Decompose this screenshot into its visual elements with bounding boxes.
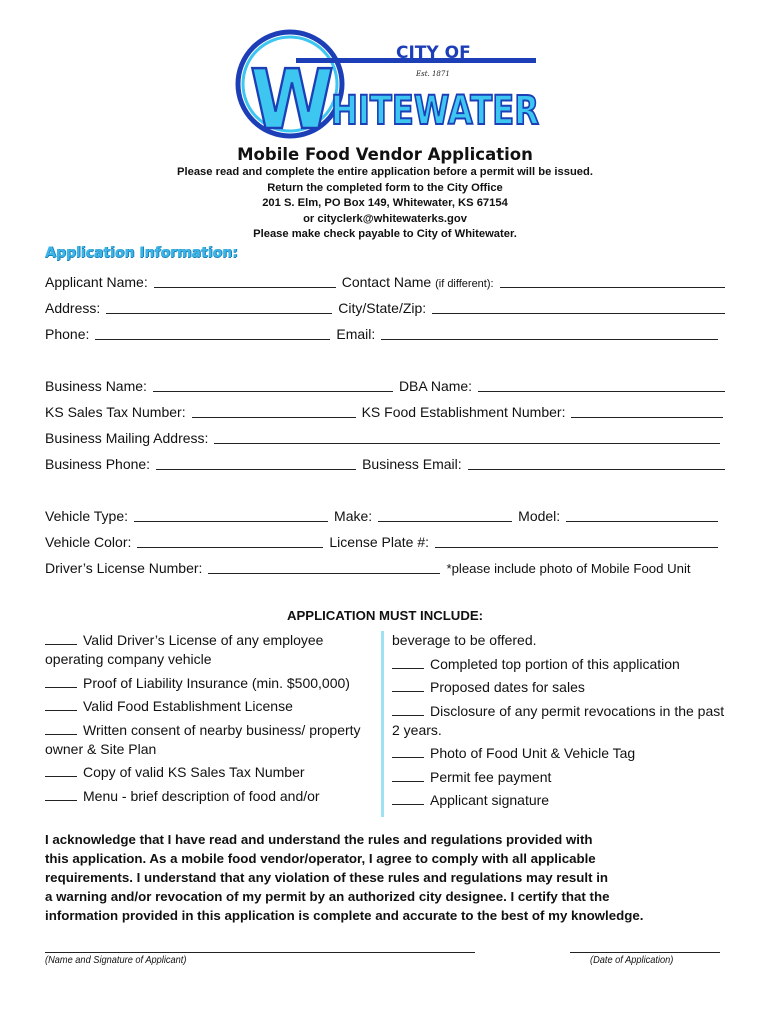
acknowledgement-line: a warning and/or revocation of my permit by an authorized city designee. I certify that the xyxy=(45,889,610,904)
checklist-item xyxy=(392,655,732,674)
check-blank[interactable] xyxy=(45,787,77,801)
make-field[interactable] xyxy=(378,506,512,522)
checklist-item xyxy=(392,768,732,787)
checklist-item xyxy=(392,678,732,697)
business-mailing-field[interactable] xyxy=(214,428,720,444)
checklist-item xyxy=(45,631,380,669)
instruction-line: Return the completed form to the City Office xyxy=(267,181,503,194)
acknowledgement-line: requirements. I understand that any violation of these rules and regulations may result in xyxy=(45,870,609,885)
business-name-row xyxy=(45,374,725,394)
ks-sales-tax-label: KS Sales Tax Number: xyxy=(45,404,186,420)
checklist-item-text: Photo of Food Unit & Vehicle Tag xyxy=(430,745,636,761)
logo-city-of: CITY OF xyxy=(396,43,471,63)
applicant-name-field[interactable] xyxy=(154,272,336,288)
checklist-item-text: Valid Driver’s License of any employee operating company vehicle xyxy=(45,632,324,667)
checklist-heading: APPLICATION MUST INCLUDE: xyxy=(286,608,484,623)
logo-w: W xyxy=(250,53,334,148)
logo-est: Est. 1871 xyxy=(416,70,450,78)
checklist-item-text: Proposed dates for sales xyxy=(430,679,585,695)
contact-name-note: (if different): xyxy=(435,278,494,290)
business-email-field[interactable] xyxy=(468,454,725,470)
city-logo xyxy=(236,28,546,148)
dba-name-field[interactable] xyxy=(478,376,725,392)
instruction-line: or cityclerk@whitewaterks.gov xyxy=(303,212,467,225)
checklist-left-column xyxy=(45,631,380,810)
make-label: Make: xyxy=(334,508,373,524)
checklist-item xyxy=(45,721,380,759)
acknowledgement-line: this application. As a mobile food vendor/operator, I agree to comply with all applicable xyxy=(45,851,596,866)
city-state-zip-field[interactable] xyxy=(432,298,725,314)
address-label: Address: xyxy=(45,300,101,316)
checklist-divider xyxy=(381,631,384,817)
vehicle-color-row xyxy=(45,530,718,550)
checklist-right-column xyxy=(392,631,732,815)
form-title: Mobile Food Vendor Application xyxy=(237,145,533,164)
checklist-item xyxy=(392,791,732,810)
email-field[interactable] xyxy=(381,324,718,340)
address-row xyxy=(45,296,725,316)
check-blank[interactable] xyxy=(45,721,77,735)
applicant-row xyxy=(45,270,725,290)
photo-note: *please include photo of Mobile Food Unit xyxy=(446,561,691,576)
acknowledgement-line: I acknowledge that I have read and understand the rules and regulations provided with xyxy=(45,832,593,847)
checklist-item-text: Written consent of nearby business/ property owner & Site Plan xyxy=(45,721,361,757)
checklist-item-text: Proof of Liability Insurance (min. $500,000) xyxy=(83,674,350,691)
checklist-item xyxy=(392,702,732,740)
date-line[interactable] xyxy=(570,952,720,953)
license-plate-field[interactable] xyxy=(435,532,718,548)
check-blank[interactable] xyxy=(45,674,77,688)
model-label: Model: xyxy=(518,508,561,524)
check-blank[interactable] xyxy=(392,768,424,782)
license-plate-label: License Plate #: xyxy=(329,534,430,550)
signature-line[interactable] xyxy=(45,952,475,953)
checklist-item-text: Applicant signature xyxy=(430,792,550,808)
checklist-item-text: Menu - brief description of food and/or xyxy=(83,787,320,804)
business-name-label: Business Name: xyxy=(45,378,147,394)
email-label: Email: xyxy=(336,326,376,342)
check-blank[interactable] xyxy=(392,702,424,716)
vehicle-color-field[interactable] xyxy=(137,532,323,548)
drivers-license-row xyxy=(45,556,720,576)
signature-caption: (Name and Signature of Applicant) xyxy=(45,954,187,966)
business-email-label: Business Email: xyxy=(362,456,462,472)
business-mailing-label: Business Mailing Address: xyxy=(45,430,209,446)
ks-food-est-field[interactable] xyxy=(571,402,723,418)
drivers-license-field[interactable] xyxy=(208,558,440,574)
section-heading: Application Information: xyxy=(45,245,238,261)
checklist-item xyxy=(45,697,380,716)
checklist-item xyxy=(45,787,380,806)
check-blank[interactable] xyxy=(45,697,77,711)
business-name-field[interactable] xyxy=(153,376,393,392)
contact-name-label: Contact Name (if different): xyxy=(341,274,494,290)
mailing-row xyxy=(45,426,720,446)
checklist-item xyxy=(392,744,732,763)
checklist-item-text: Permit fee payment xyxy=(430,768,552,785)
checklist-item-text: Copy of valid KS Sales Tax Number xyxy=(83,764,305,780)
check-blank[interactable] xyxy=(392,655,424,669)
applicant-name-label: Applicant Name: xyxy=(45,274,148,290)
ks-food-est-label: KS Food Establishment Number: xyxy=(361,404,566,420)
logo-name: HITEWATER xyxy=(331,88,539,134)
city-state-zip-label: City/State/Zip: xyxy=(338,300,427,316)
phone-label: Phone: xyxy=(45,326,90,342)
checklist-item-text: Disclosure of any permit revocations in the past 2 years. xyxy=(392,702,725,738)
acknowledgement-line: information provided in this application is complete and accurate to the best of my knowledge. xyxy=(45,908,644,923)
model-field[interactable] xyxy=(566,506,718,522)
tax-row xyxy=(45,400,723,420)
check-blank[interactable] xyxy=(392,744,424,758)
dba-name-label: DBA Name: xyxy=(398,378,473,394)
checklist-item-text: Completed top portion of this application xyxy=(430,655,680,672)
vehicle-row xyxy=(45,504,718,524)
business-phone-field[interactable] xyxy=(156,454,356,470)
phone-field[interactable] xyxy=(95,324,330,340)
ks-sales-tax-field[interactable] xyxy=(192,402,356,418)
vehicle-type-field[interactable] xyxy=(134,506,328,522)
business-phone-label: Business Phone: xyxy=(45,456,151,472)
instructions xyxy=(0,165,770,243)
instruction-line: Please make check payable to City of Whitewater. xyxy=(253,228,517,240)
checklist-item xyxy=(45,674,380,693)
vehicle-type-label: Vehicle Type: xyxy=(45,508,129,524)
contact-name-field[interactable] xyxy=(500,272,725,288)
instruction-line: 201 S. Elm, PO Box 149, Whitewater, KS 67154 xyxy=(262,197,508,209)
check-blank[interactable] xyxy=(45,631,77,645)
check-blank[interactable] xyxy=(392,791,424,805)
drivers-license-label: Driver’s License Number: xyxy=(45,560,203,576)
business-contact-row xyxy=(45,452,725,472)
acknowledgement xyxy=(45,830,735,925)
date-caption: (Date of Application) xyxy=(590,954,674,966)
checklist-item xyxy=(45,763,380,782)
check-blank[interactable] xyxy=(45,763,77,777)
check-blank[interactable] xyxy=(392,678,424,692)
instruction-line: Please read and complete the entire application before a permit will be issued. xyxy=(177,166,593,178)
checklist-continuation: beverage to be offered. xyxy=(392,632,537,648)
phone-row xyxy=(45,322,718,342)
checklist-item-text: Valid Food Establishment License xyxy=(83,698,293,714)
vehicle-color-label: Vehicle Color: xyxy=(45,534,132,550)
address-field[interactable] xyxy=(106,298,332,314)
